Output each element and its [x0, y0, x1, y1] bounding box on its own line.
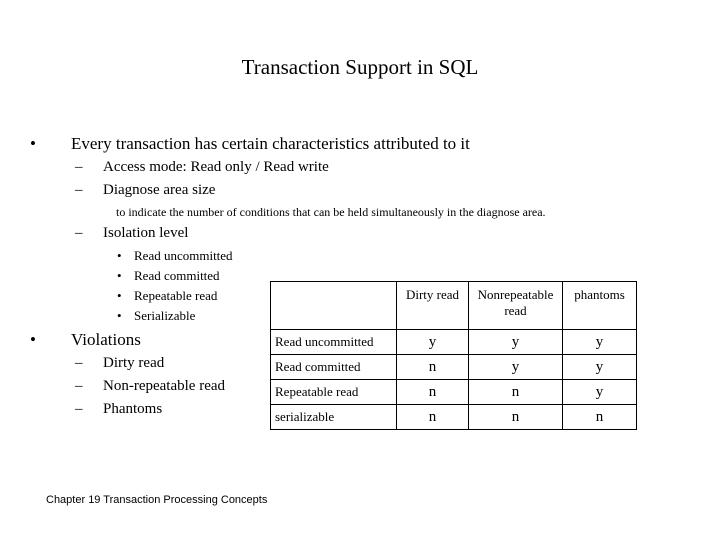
table-cell: y — [469, 330, 563, 355]
slide-title: Transaction Support in SQL — [241, 55, 479, 79]
row-label: Repeatable read — [271, 380, 397, 405]
level-marker: • — [117, 288, 122, 303]
level-read-uncommitted: Read uncommitted — [134, 248, 233, 263]
table-cell: n — [397, 380, 469, 405]
diagnose-note: to indicate the number of conditions that can be held simultaneously in the diagnose area. — [116, 205, 546, 219]
dash-marker: – — [75, 225, 83, 241]
table-header-cell: phantoms — [563, 282, 637, 330]
table-header-cell: Dirty read — [397, 282, 469, 330]
row-label: Read uncommitted — [271, 330, 397, 355]
isolation-table — [270, 281, 637, 430]
table-cell: n — [469, 380, 563, 405]
level-marker: • — [117, 308, 122, 323]
table-cell: n — [397, 405, 469, 430]
table-header-row — [271, 282, 637, 330]
subitem-diagnose-area: Diagnose area size — [103, 182, 216, 198]
dash-marker: – — [75, 159, 83, 175]
level-read-committed: Read committed — [134, 268, 220, 283]
row-label: serializable — [271, 405, 397, 430]
slide-footer: Chapter 19 Transaction Processing Concepts — [46, 494, 268, 506]
table-cell: y — [563, 330, 637, 355]
dash-marker: – — [75, 182, 83, 198]
row-label: Read committed — [271, 355, 397, 380]
bullet-marker: • — [30, 330, 36, 349]
bullet-characteristics: Every transaction has certain characteristics attributed to it — [71, 134, 470, 153]
table-cell: y — [469, 355, 563, 380]
table-cell: y — [397, 330, 469, 355]
dash-marker: – — [75, 378, 83, 394]
table-header-cell: Nonrepeatable read — [469, 282, 563, 330]
violation-dirty-read: Dirty read — [103, 355, 165, 371]
table-row — [271, 330, 637, 355]
violation-phantoms: Phantoms — [103, 401, 163, 417]
dash-marker: – — [75, 401, 83, 417]
table-header-cell — [271, 282, 397, 330]
table-cell: n — [563, 405, 637, 430]
level-marker: • — [117, 268, 122, 283]
table-cell: n — [469, 405, 563, 430]
level-marker: • — [117, 248, 122, 263]
table-row — [271, 355, 637, 380]
dash-marker: – — [75, 355, 83, 371]
bullet-violations: Violations — [71, 330, 141, 349]
table-row — [271, 380, 637, 405]
level-repeatable-read: Repeatable read — [134, 288, 218, 303]
table-cell: y — [563, 355, 637, 380]
violation-nonrepeatable-read: Non-repeatable read — [103, 378, 226, 394]
table-row — [271, 405, 637, 430]
subitem-isolation-level: Isolation level — [103, 225, 189, 241]
subitem-access-mode: Access mode: Read only / Read write — [103, 159, 329, 175]
table-cell: n — [397, 355, 469, 380]
bullet-marker: • — [30, 134, 36, 153]
table-cell: y — [563, 380, 637, 405]
level-serializable: Serializable — [134, 308, 196, 323]
